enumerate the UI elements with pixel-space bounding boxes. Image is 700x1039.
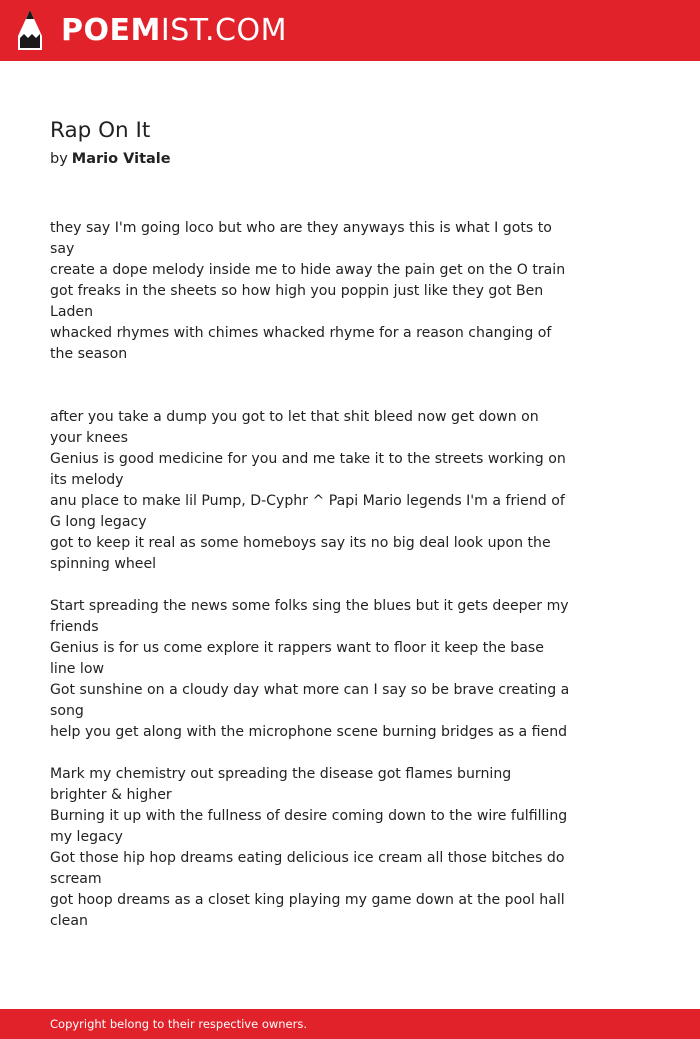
stanza bbox=[50, 764, 572, 932]
logo-light-text: IST.COM bbox=[160, 13, 287, 48]
stanza bbox=[50, 407, 572, 575]
site-footer bbox=[0, 1009, 700, 1039]
poem-line: they say I'm going loco but who are they anyways this is what I gots to say bbox=[50, 220, 552, 257]
poem-line: Got sunshine on a cloudy day what more can I say so be brave creating a song bbox=[50, 682, 570, 719]
poem-byline bbox=[50, 148, 171, 170]
logo-bold-text: POEM bbox=[61, 13, 161, 48]
poem-line: Genius is for us come explore it rappers want to floor it keep the base line low bbox=[50, 640, 544, 677]
poem-line: Genius is good medicine for you and me take it to the streets working on its melody bbox=[50, 451, 566, 488]
poem-line: help you get along with the microphone scene burning bridges as a fiend bbox=[50, 724, 568, 740]
poem-line: Mark my chemistry out spreading the disease got flames burning brighter & higher bbox=[50, 766, 512, 803]
poem-line: got freaks in the sheets so how high you poppin just like they got Ben Laden bbox=[50, 283, 544, 320]
poem-line: create a dope melody inside me to hide away the pain get on the O train bbox=[50, 262, 566, 278]
poem-title: Rap On It bbox=[50, 118, 151, 143]
stanza-break bbox=[50, 365, 572, 407]
pencil-icon bbox=[18, 10, 42, 52]
site-logo[interactable] bbox=[61, 12, 287, 50]
stanza bbox=[50, 596, 572, 743]
stanza-break bbox=[50, 575, 572, 596]
by-label: by bbox=[50, 151, 68, 167]
stanza bbox=[50, 218, 572, 365]
poem-line: Got those hip hop dreams eating delicious ice cream all those bitches do scream bbox=[50, 850, 565, 887]
poem-line: after you take a dump you got to let that shit bleed now get down on your knees bbox=[50, 409, 539, 446]
poem-line: whacked rhymes with chimes whacked rhyme for a reason changing of the season bbox=[50, 325, 552, 362]
poem-line: got hoop dreams as a closet king playing my game down at the pool hall clean bbox=[50, 892, 565, 929]
stanza-break bbox=[50, 743, 572, 764]
poem-line: anu place to make lil Pump, D-Cyphr ^ Papi Mario legends I'm a friend of G long legacy bbox=[50, 493, 565, 530]
site-header bbox=[0, 0, 700, 61]
author-name: Mario Vitale bbox=[71, 151, 171, 167]
poem-line: got to keep it real as some homeboys say its no big deal look upon the spinning wheel bbox=[50, 535, 551, 572]
copyright-notice: Copyright belong to their respective owners. bbox=[50, 1017, 308, 1031]
poem-body bbox=[50, 218, 572, 932]
poem-line: Start spreading the news some folks sing the blues but it gets deeper my friends bbox=[50, 598, 569, 635]
poem-line: Burning it up with the fullness of desire coming down to the wire fulfilling my legacy bbox=[50, 808, 568, 845]
